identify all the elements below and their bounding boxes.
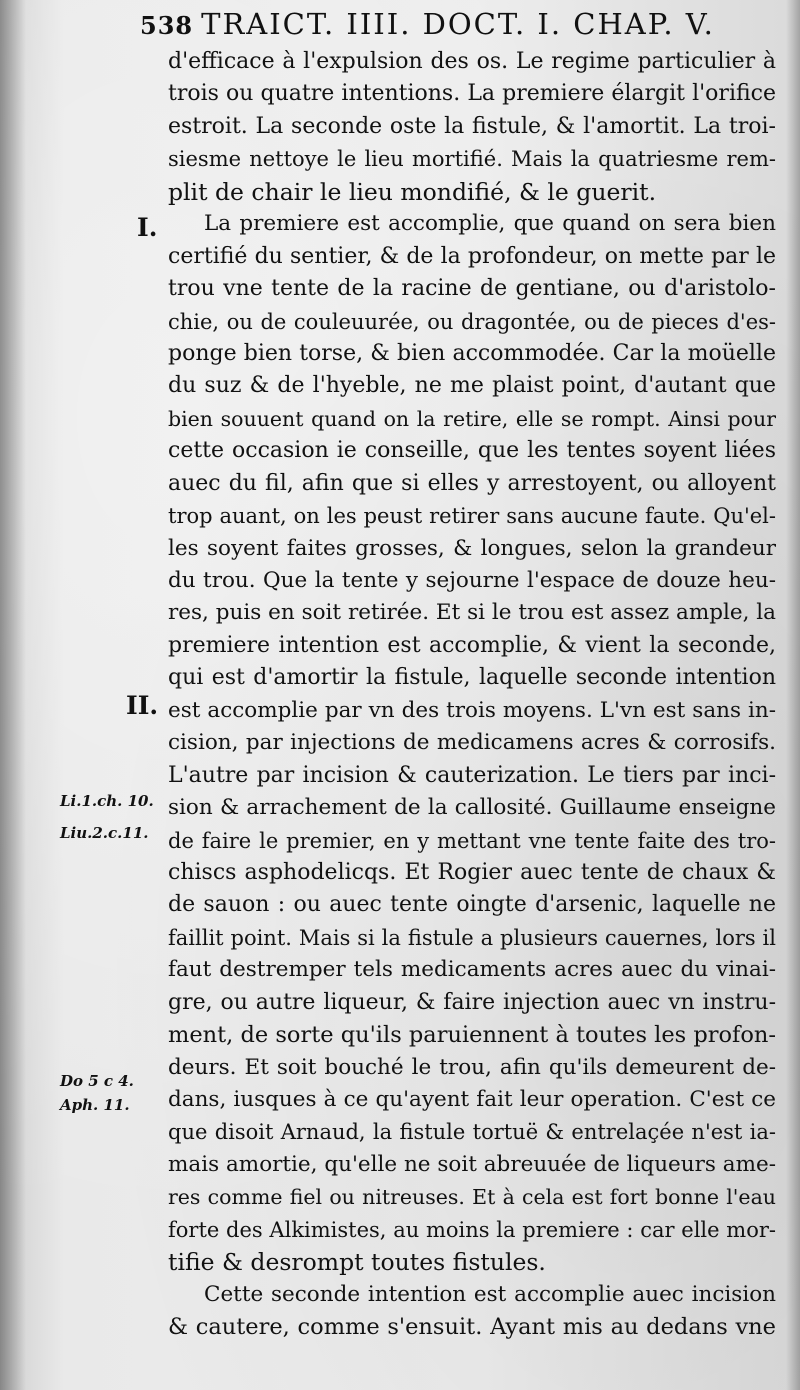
text-line: premiere intention est accomplie, & vient la seconde, xyxy=(168,632,776,658)
text-line: forte des Alkimistes, au moins la premiere : car elle mor- xyxy=(168,1217,776,1242)
margin-note-1: Li.1.ch. 10. xyxy=(60,792,154,810)
text-line: certifié du sentier, & de la profondeur, on mette par le xyxy=(168,243,776,269)
page-number: 538 xyxy=(140,11,194,40)
text-line: chie, ou de couleuurée, ou dragontée, ou de pieces d'es- xyxy=(168,309,776,334)
text-line: Cette seconde intention est accomplie auec incision xyxy=(204,1281,776,1307)
text-line: du trou. Que la tente y sejourne l'espace de douze heu- xyxy=(168,568,776,593)
text-line: siesme nettoye le lieu mortifié. Mais la quatriesme rem- xyxy=(168,147,776,172)
page-edge-shadow xyxy=(786,0,800,1390)
text-line: qui est d'amortir la fistule, laquelle seconde intention xyxy=(168,665,776,691)
margin-note-4: Aph. 11. xyxy=(60,1096,130,1114)
text-line: sion & arrachement de la callosité. Guillaume enseigne xyxy=(168,795,776,821)
text-line: mais amortie, qu'elle ne soit abreuuée de liqueurs ame- xyxy=(168,1151,776,1177)
text-line: bien souuent quand on la retire, elle se rompt. Ainsi pour xyxy=(168,406,776,431)
text-line: trois ou quatre intentions. La premiere élargit l'orifice xyxy=(168,81,776,107)
text-line: est accomplie par vn des trois moyens. L'vn est sans in- xyxy=(168,697,776,723)
margin-note-2: Liu.2.c.11. xyxy=(60,824,149,842)
text-line: d'efficace à l'expulsion des os. Le regime particulier à xyxy=(168,49,776,74)
page-gutter-shadow xyxy=(0,0,26,1390)
section-marker-2: II. xyxy=(126,691,159,720)
text-line: faut destremper tels medicaments acres auec du vinai- xyxy=(168,957,776,983)
text-line: res comme fiel ou nitreuses. Et à cela est fort bonne l'eau xyxy=(168,1185,776,1210)
text-line: faillit point. Mais si la fistule a plusieurs cauernes, lors il xyxy=(168,925,776,950)
text-line: trou vne tente de la racine de gentiane, ou d'aristolo- xyxy=(168,276,776,302)
text-line: ment, de sorte qu'ils paruiennent à toutes les profon- xyxy=(168,1022,776,1049)
text-line: La premiere est accomplie, que quand on sera bien xyxy=(204,211,776,237)
text-line: estroit. La seconde oste la fistule, & l'amortit. La troi- xyxy=(168,113,776,139)
text-line: de faire le premier, en y mettant vne tente faite des tro- xyxy=(168,828,776,853)
text-line: L'autre par incision & cauterization. Le tiers par inci- xyxy=(168,762,776,788)
text-line: dans, iusques à ce qu'ayent fait leur operation. C'est ce xyxy=(168,1087,776,1112)
text-line: tifie & desrompt toutes fistules. xyxy=(168,1248,546,1277)
text-line: ponge bien torse, & bien accommodée. Car la moüelle xyxy=(168,340,776,366)
page-header xyxy=(140,2,780,46)
text-line: les soyent faites grosses, & longues, selon la grandeur xyxy=(168,535,776,561)
running-head: TRAICT. IIII. DOCT. I. CHAP. V. xyxy=(201,7,715,41)
text-line: trop auant, on les peust retirer sans aucune faute. Qu'el- xyxy=(168,504,776,529)
text-line: auec du fil, afin que si elles y arrestoyent, ou alloyent xyxy=(168,470,776,496)
text-line: plit de chair le lieu mondifié, & le guerit. xyxy=(168,177,657,206)
text-line: de sauon : ou auec tente oingte d'arsenic, laquelle ne xyxy=(168,892,776,918)
body-text xyxy=(168,46,776,1344)
margin-note-3: Do 5 c 4. xyxy=(60,1072,134,1090)
text-line: & cautere, comme s'ensuit. Ayant mis au dedans vne xyxy=(168,1314,776,1341)
text-line: deurs. Et soit bouché le trou, afin qu'ils demeurent de- xyxy=(168,1054,776,1080)
text-line: cision, par injections de medicamens acres & corrosifs. xyxy=(168,730,776,756)
text-line: res, puis en soit retirée. Et si le trou est assez ample, la xyxy=(168,600,776,626)
text-line: chiscs asphodelicqs. Et Rogier auec tente de chaux & xyxy=(168,859,776,885)
text-line: gre, ou autre liqueur, & faire injection auec vn instru- xyxy=(168,989,776,1015)
text-line: cette occasion ie conseille, que les tentes soyent liées xyxy=(168,438,776,464)
text-line: que disoit Arnaud, la fistule tortuë & entrelaçée n'est ia- xyxy=(168,1120,776,1145)
text-line: du suz & de l'hyeble, ne me plaist point, d'autant que xyxy=(168,373,776,399)
section-marker-1: I. xyxy=(137,213,158,242)
